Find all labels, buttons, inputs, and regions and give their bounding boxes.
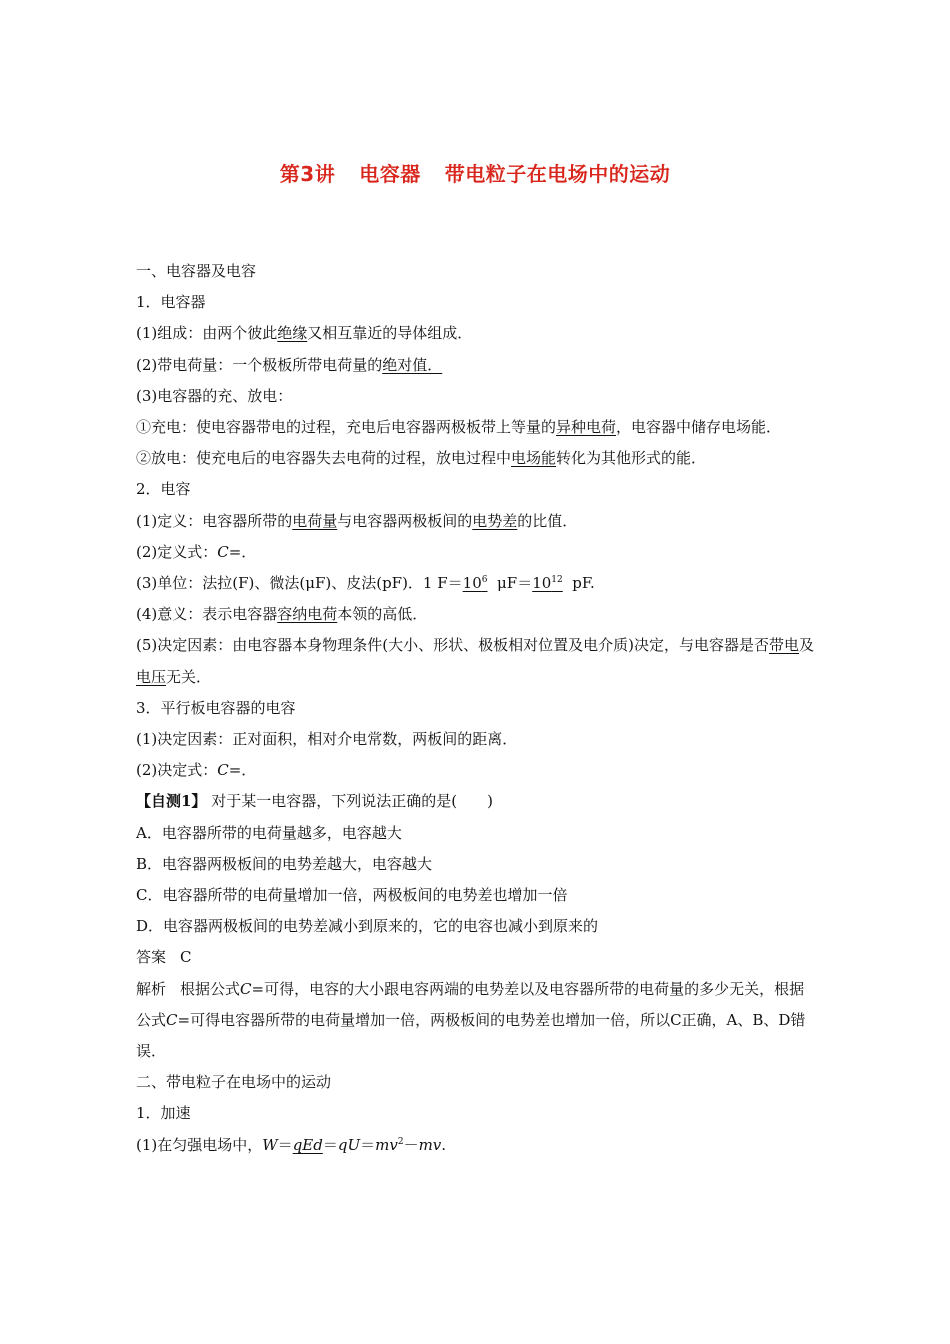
formula-symbol: mv [418, 1135, 442, 1154]
text: (2)定义式： [136, 542, 218, 561]
paragraph [136, 412, 816, 443]
text: pF. [572, 574, 595, 593]
subsection-heading: 1．电容器 [136, 293, 206, 312]
text: ＝ [322, 1135, 338, 1154]
text: － [403, 1135, 419, 1154]
text: ＝ [360, 1135, 376, 1154]
analysis-label: 解析 [136, 979, 167, 998]
text: =可得，电容的大小跟电容两端的电势差以及电容器所带的电荷量的多少无关，根据公式 [136, 979, 805, 1029]
subsection-heading: 2．电容 [136, 480, 191, 499]
formula-symbol: C [217, 761, 229, 780]
formula-symbol: C [217, 542, 229, 561]
paragraph [136, 630, 816, 692]
blank-answer: 绝缘 [277, 324, 308, 343]
text: 的比值． [517, 511, 578, 530]
page-title [0, 158, 950, 187]
blank-answer: 带电 [768, 636, 799, 655]
exponent: 2 [397, 1136, 404, 1147]
blank-answer [532, 574, 563, 592]
text: 10 [532, 574, 552, 593]
paragraph [136, 1130, 816, 1161]
text: =． [228, 542, 257, 561]
blank-answer: 异种电荷 [556, 418, 617, 437]
paragraph [136, 755, 816, 786]
paragraph [136, 350, 816, 381]
text: (1)组成：由两个彼此 [136, 324, 278, 343]
text: ，电容器中储存电场能． [616, 418, 782, 437]
formula-symbol: W [262, 1135, 278, 1154]
text: 本领的高低． [337, 605, 428, 624]
text: 转化为其他形式的能． [556, 449, 707, 468]
text: (1)在匀强电场中， [136, 1135, 263, 1154]
paragraph [136, 506, 816, 537]
text: (2)带电荷量：一个极板所带电荷量的 [136, 355, 383, 374]
quiz-option-a: A．电容器所带的电荷量越多，电容越大 [136, 823, 402, 842]
text: . [441, 1135, 447, 1154]
subsection-heading: 3．平行板电容器的电容 [136, 698, 296, 717]
text: ＝ [277, 1135, 293, 1154]
paragraph: (1)决定因素：正对面积，相对介电常数，两板间的距离． [136, 730, 518, 749]
text: (4)意义：表示电容器 [136, 605, 278, 624]
text: (5)决定因素：由电容器本身物理条件(大小、形状、极板相对位置及电介质)决定，与电容器是否 [136, 636, 769, 655]
paragraph [136, 443, 816, 474]
quiz-analysis [136, 974, 816, 1068]
blank-answer: qEd [292, 1135, 323, 1154]
blank-answer [463, 574, 488, 592]
quiz-answer [136, 942, 816, 973]
text: 无关． [166, 667, 212, 686]
text: =可得电容器所带的电荷量增加一倍，两极板间的电势差也增加一倍，所以C正确，A、B、D错误． [136, 1010, 806, 1061]
text: 10 [462, 574, 482, 593]
title-part-capacitor: 电容器 [359, 162, 421, 186]
blank-answer: 电势差 [472, 511, 518, 530]
text: (1)定义：电容器所带的 [136, 511, 293, 530]
text: μF＝ [497, 574, 533, 593]
quiz-option-d: D．电容器两极板间的电势差减小到原来的，它的电容也减小到原来的 [136, 917, 599, 936]
subsection-heading: 1．加速 [136, 1104, 191, 1123]
paragraph [136, 599, 816, 630]
answer-label: 答案 [136, 948, 167, 967]
quiz-tag: 【自测1】 [136, 792, 207, 811]
text: (2)决定式： [136, 761, 218, 780]
paragraph: (3)电容器的充、放电： [136, 386, 293, 405]
blank-answer: 电压 [136, 667, 167, 686]
blank-answer: 电场能 [511, 449, 557, 468]
title-part-motion: 带电粒子在电场中的运动 [444, 162, 671, 186]
exponent: 12 [551, 575, 563, 586]
section-heading: 一、电容器及电容 [136, 262, 257, 280]
blank-answer: 电荷量 [292, 511, 338, 530]
paragraph [136, 318, 816, 349]
formula-symbol: mv [375, 1135, 398, 1154]
text: 又相互靠近的导体组成． [307, 324, 473, 343]
quiz-question [136, 786, 816, 817]
text: 对于某一电容器，下列说法正确的是( ) [211, 792, 493, 811]
blank-answer: 绝对值． [382, 355, 443, 374]
text: =． [228, 761, 257, 780]
quiz-option-c: C．电容器所带的电荷量增加一倍，两极板间的电势差也增加一倍 [136, 886, 568, 905]
quiz-option-b: B．电容器两极板间的电势差越大，电容越大 [136, 854, 433, 873]
paragraph [136, 537, 816, 568]
lecture-number: 第3讲 [279, 162, 336, 186]
text: ①充电：使电容器带电的过程，充电后电容器两极板带上等量的 [136, 418, 557, 437]
formula-symbol: qU [337, 1135, 361, 1154]
text: 与电容器两极板间的 [337, 511, 473, 530]
answer-value: C [180, 948, 192, 967]
blank-answer: 容纳电荷 [277, 605, 338, 624]
document-body [136, 256, 816, 1161]
text: (3)单位：法拉(F)、微法(μF)、皮法(pF)．1 F＝ [136, 574, 463, 593]
formula-symbol: C [166, 1010, 178, 1029]
text: ②放电：使充电后的电容器失去电荷的过程，放电过程中 [136, 449, 512, 468]
section-heading: 二、带电粒子在电场中的运动 [136, 1073, 332, 1092]
text: 根据公式 [180, 979, 241, 998]
paragraph [136, 568, 816, 599]
text: 及 [798, 636, 814, 655]
formula-symbol: C [240, 979, 252, 998]
exponent: 6 [481, 575, 488, 586]
